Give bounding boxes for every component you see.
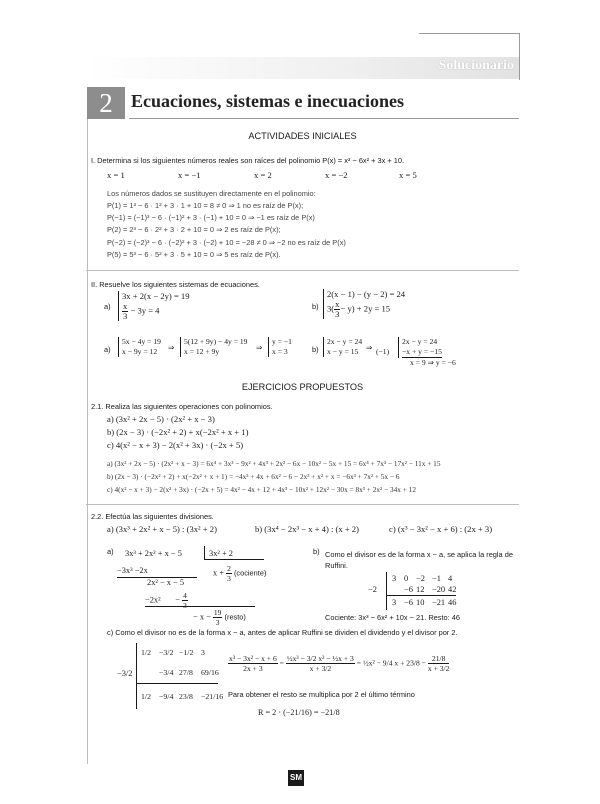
div-a-dividend: 3x³ + 2x² + x − 5 <box>125 549 182 558</box>
fraction-numerator: x <box>123 301 128 311</box>
fraction-numerator: x³ − 3x² − x + 6 <box>229 654 277 663</box>
ruffini-top-row <box>392 574 460 583</box>
ruffini-root: −2 <box>368 585 377 594</box>
e21-answer-a: a) (3x² + 2x − 5) · (2x² + x − 3) = 6x⁴ + 3x³ − 9x² + 4x³ + 2x² − 6x − 10x² − 5x + 15 = 6x⁴ + 7x³ − 17x² − 11x + 15 <box>107 459 441 468</box>
fraction-denominator: x + 3/2 <box>309 664 332 673</box>
ruffini-vline <box>386 572 387 610</box>
sol-a-eq: x = 12 + 9y <box>184 347 220 356</box>
fraction-numerator: x <box>335 299 340 309</box>
system-a-label: a) <box>104 302 111 311</box>
ruffini-cell: 1/2 <box>141 648 151 657</box>
sol-a-label: a) <box>104 345 111 354</box>
fraction-denominator: 3 <box>123 311 128 321</box>
ruffini-cell: −21 <box>432 598 446 607</box>
sm-logo: SM <box>288 770 304 786</box>
fraction <box>226 564 232 583</box>
sol-b-result: x = 9 ⇒ y = −6 <box>410 358 456 367</box>
div-a-row3-term: −2x² <box>145 595 161 605</box>
fraction <box>213 608 223 627</box>
e21-item-b: b) (2x − 3) · (−2x² + 2) + x(−2x² + x + 1) <box>107 427 249 437</box>
q1-line-4: P(−2) = (−2)³ − 6 · (−2)² + 3 · (−2) + 10 = −28 ≠ 0 ⇒ −2 no es raíz de P(x) <box>107 238 346 247</box>
fraction <box>428 654 450 673</box>
sol-a-step2 <box>180 337 247 357</box>
ruffini-cell: −3/2 <box>159 648 174 657</box>
fraction-numerator: ½x³ − 3/2 x² − ½x + 3 <box>286 654 354 663</box>
ruffini-cell: 46 <box>448 598 457 607</box>
div-b-result: Cociente: 3x³ − 6x² + 10x − 21. Resto: 46 <box>325 613 460 622</box>
chapter-title: Ecuaciones, sistemas e inecuaciones <box>131 91 404 111</box>
ruffini-vline <box>136 643 137 709</box>
ruffini-cell: 3 <box>201 648 205 657</box>
system-b-eq2 <box>327 300 405 319</box>
fraction-denominator: 2x + 3 <box>243 664 263 673</box>
ruffini-cell: −2 <box>416 574 425 583</box>
div-a-row1: −3x³ −2x <box>117 566 148 575</box>
e22-item-a: a) (3x³ + 2x² + x − 5) : (3x² + 2) <box>107 524 217 534</box>
ruffini-c-top-row <box>141 648 215 657</box>
ruffini-cell: 3 <box>392 598 397 607</box>
sol-a-eq: y = −1 <box>272 337 292 346</box>
sol-a-eq: x = 3 <box>272 347 288 356</box>
fraction-denominator: 3 <box>215 618 220 627</box>
div-c-equation: $\frac{\text{x³ − 3x² − x + 6}}{2x + 3}$ = $\frac{\text{½x³ − 3/2 x² − ½x + 3}}{x + 3/2}$ = ½x² − 9/4 x + 23/8 − $\frac{21/8}{x + 3/2}$ <box>229 654 450 673</box>
ruffini-cell: 0 <box>404 574 409 583</box>
implies-icon: ⇒ <box>168 343 175 352</box>
ruffini-cell: 1/2 <box>141 692 151 701</box>
fraction-numerator: 21/8 <box>428 654 450 664</box>
sol-a-step3 <box>268 337 292 357</box>
chapter-number: 2 <box>87 87 125 119</box>
ruffini-cell: −1/2 <box>179 648 194 657</box>
ruffini-cell: −1 <box>432 574 441 583</box>
ruffini-c-bottom-row <box>141 692 223 701</box>
div-a-row3: −2x² − 4 <box>145 591 188 610</box>
equation-rest: − 3y = 4 <box>130 305 160 316</box>
fraction-numerator: 19 <box>213 608 222 617</box>
q1-option-4: x = −2 <box>325 170 348 180</box>
e22-item-c: c) (x³ − 3x² − x + 6) : (2x + 3) <box>389 524 493 534</box>
div-b-label: b) <box>313 547 320 556</box>
e21-prompt: 2.1. Realiza las siguientes operaciones con polinomios. <box>91 402 273 411</box>
q1-option-5: x = 5 <box>399 170 417 180</box>
ruffini-cell: 10 <box>416 598 425 607</box>
division-line <box>145 606 255 607</box>
div-a-divisor: 3x² + 2 <box>209 549 233 558</box>
activities-heading: ACTIVIDADES INICIALES <box>248 131 357 141</box>
ruffini-c-root: −3/2 <box>117 669 133 678</box>
quotient-note: (cociente) <box>233 568 267 578</box>
div-c-final-text: Para obtener el resto se multiplica por 2 el último término <box>228 690 415 699</box>
division-bar <box>204 546 205 559</box>
sol-a-eq: 5x − 4y = 19 <box>122 337 161 346</box>
ruffini-cell: 23/8 <box>179 692 193 701</box>
q1-option-3: x = 2 <box>254 170 272 180</box>
div-c-final-equation: R = 2 · (−21/16) = −21/8 <box>258 708 340 717</box>
fraction-numerator: 4 <box>183 591 187 600</box>
sol-a-eq: x − 9y = 12 <box>122 347 158 356</box>
ruffini-hline <box>386 595 456 596</box>
ruffini-cell: 12 <box>416 585 425 594</box>
sol-a-eq: 5(12 + 9y) − 4y = 19 <box>184 337 248 346</box>
fraction-denominator: 3 <box>335 309 340 319</box>
div-a-rest <box>193 608 246 627</box>
equation-prefix: 3( <box>327 303 335 314</box>
q1-option-2: x = −1 <box>178 170 201 180</box>
system-b <box>323 289 405 319</box>
sol-b-eq: −x + y = −15 <box>402 347 442 356</box>
exercises-heading: EJERCICIOS PROPUESTOS <box>241 382 364 392</box>
fraction <box>286 654 355 673</box>
ruffini-cell: −6 <box>404 585 413 594</box>
ruffini-hline <box>136 683 218 684</box>
e21-item-a: a) (3x² + 2x − 5) · (2x² + x − 3) <box>107 414 215 424</box>
ruffini-cell: −3/4 <box>159 668 174 677</box>
fraction <box>228 654 278 673</box>
system-a-eq2 <box>122 302 190 321</box>
implies-icon: ⇒ <box>366 343 373 352</box>
fraction <box>122 302 128 321</box>
divider <box>86 270 519 271</box>
system-a <box>118 291 190 321</box>
e22-prompt: 2.2. Efectúa las siguientes divisiones. <box>91 512 214 521</box>
ruffini-mid-row <box>404 585 460 594</box>
q1-prompt: I. Determina si los siguientes números reales son raíces del polinomio P(x) = x³ − 6x² + 3x + 10. <box>91 156 405 165</box>
system-b-eq1: 2(x − 1) − (y − 2) = 24 <box>327 289 406 299</box>
ruffini-cell: −20 <box>432 585 446 594</box>
sol-b-multiplier: (−1) <box>376 347 390 356</box>
fraction <box>182 591 188 610</box>
implies-icon: ⇒ <box>256 343 263 352</box>
ruffini-cell: −21/16 <box>201 692 224 701</box>
divider <box>86 504 519 505</box>
ruffini-c-mid-row <box>159 668 221 677</box>
q1-line-2: P(−1) = (−1)³ − 6 · (−1)² + 3 · (−1) + 10 = 0 ⇒ −1 es raíz de P(x) <box>107 213 315 222</box>
fraction-numerator: 2 <box>227 564 231 573</box>
ruffini-cell: −9/4 <box>159 692 174 701</box>
ruffini-cell: 69/16 <box>201 668 219 677</box>
system-b-label: b) <box>312 302 319 311</box>
fraction-denominator: x + 3/2 <box>427 664 450 673</box>
q1-intro: Los números dados se sustituyen directamente en el polinomio: <box>107 189 316 198</box>
ruffini-cell: −6 <box>404 598 413 607</box>
margin-rule <box>87 119 88 764</box>
division-bar <box>204 559 264 560</box>
div-c-text: c) Como el divisor no es de la forma x − a, antes de aplicar Ruffini se dividen el dividendo y el divisor por 2. <box>107 628 458 637</box>
e21-answer-c: c) 4(x² − x + 3) − 2(x² + 3x) · (−2x + 5) = 4x² − 4x + 12 + 4x³ − 10x² + 12x² − 30x = 8x³ + 2x² − 34x + 12 <box>107 485 416 494</box>
sol-b-eq: 2x − y = 24 <box>402 337 438 346</box>
system-a-eq1: 3x + 2(x − 2y) = 19 <box>122 291 190 301</box>
ruffini-cell: 27/8 <box>179 668 193 677</box>
div-a-label: a) <box>107 547 114 556</box>
sol-b-step1 <box>323 337 362 357</box>
div-a-row2: 2x² − x − 5 <box>147 578 185 587</box>
sol-b-label: b) <box>312 345 319 354</box>
section-label: Solucionario <box>438 58 514 73</box>
q1-line-1: P(1) = 1³ − 6 · 1² + 3 · 1 + 10 = 8 ≠ 0 ⇒ 1 no es raíz de P(x); <box>107 201 304 210</box>
ruffini-cell: 42 <box>448 585 457 594</box>
chapter-underline <box>129 118 519 119</box>
e21-item-c: c) 4(x² − x + 3) − 2(x² + 3x) · (−2x + 5) <box>107 440 244 450</box>
rest-note: (resto) <box>224 612 246 622</box>
fraction-denominator: 3 <box>227 574 231 583</box>
ruffini-cell: 3 <box>392 574 397 583</box>
q1-line-3: P(2) = 2³ − 6 · 2² + 3 · 2 + 10 = 0 ⇒ 2 es raíz de P(x); <box>107 225 281 234</box>
sol-a-step1 <box>118 337 161 357</box>
equation-rest: − y) + 2y = 15 <box>340 303 391 314</box>
quotient-term: x + <box>213 568 225 578</box>
ruffini-bottom-row <box>392 598 460 607</box>
div-b-text: Como el divisor es de la forma x − a, se aplica la regla de Ruffini. <box>325 550 513 570</box>
q2-prompt: II. Resuelve los siguientes sistemas de ecuaciones. <box>91 280 260 289</box>
e21-answer-b: b) (2x − 3) · (−2x² + 2) + x(−2x² + x + 1) = −4x³ + 4x + 6x² − 6 − 2x³ + x² + x = −6x³ + 7x² + 5x − 6 <box>107 472 400 481</box>
q1-option-1: x = 1 <box>107 170 125 180</box>
sol-b-step2 <box>398 337 442 358</box>
q1-line-5: P(5) = 5³ − 6 · 5² + 3 · 5 + 10 = 0 ⇒ 5 es raíz de P(x). <box>107 250 281 259</box>
sol-b-eq: x − y = 15 <box>327 347 359 356</box>
equation-rest: = ½x² − 9/4 x + 23/8 − <box>356 658 426 668</box>
e22-item-b: b) (3x⁴ − 2x³ − x + 4) : (x + 2) <box>255 524 359 534</box>
div-a-quotient <box>213 564 266 583</box>
sol-b-eq: 2x − y = 24 <box>327 337 363 346</box>
ruffini-cell: 4 <box>448 574 453 583</box>
rest-term: − x − <box>193 612 211 622</box>
